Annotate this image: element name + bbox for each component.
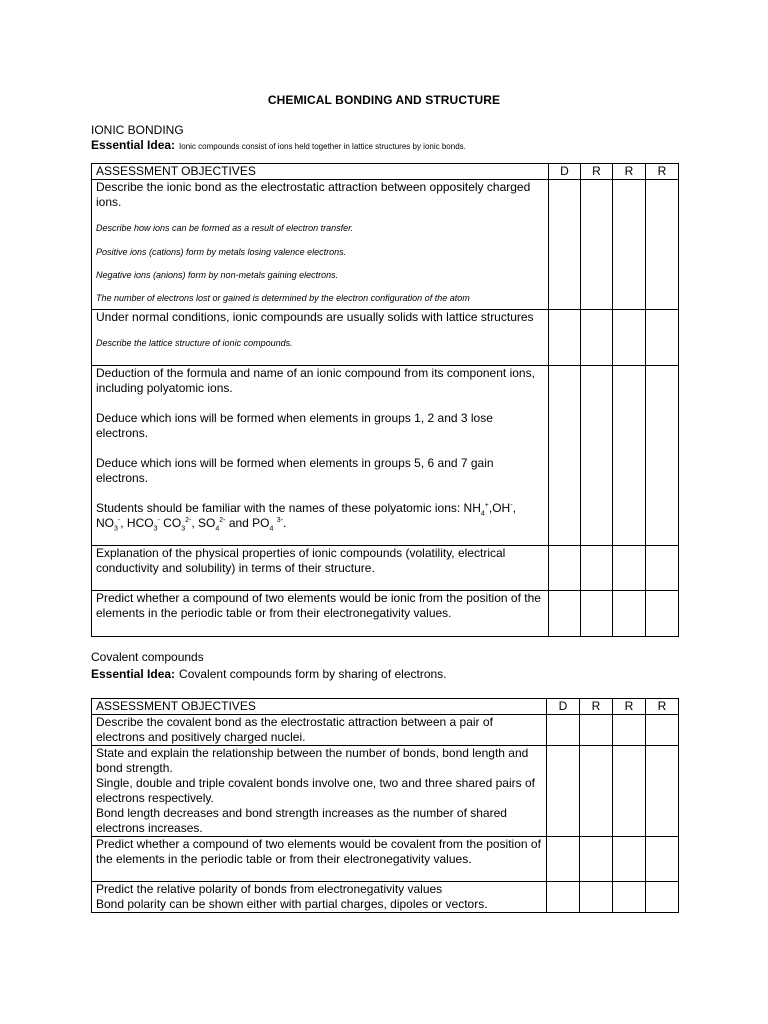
covalent-objectives-table [91,698,679,913]
objective-main: Describe the covalent bond as the electrostatic attraction between a pair of electrons and positively charged nuclei. [96,715,493,744]
text-span: ,OH [488,501,511,515]
objective-main: Under normal conditions, ionic compounds are usually solids with lattice structures [96,310,534,324]
objective-main: Explanation of the physical properties of ionic compounds (volatility, electrical conductivity and solubility) in terms of their structure. [96,546,506,575]
checkbox-cell-r2[interactable] [613,310,646,366]
essential-idea-text: Covalent compounds form by sharing of electrons. [179,667,447,681]
text-span: , SO [191,516,216,530]
col-header-d: D [549,164,581,180]
objective-cell [92,746,547,837]
objective-main: Deduction of the formula and name of an ionic compound from its component ions, including polyatomic ions. [96,366,535,395]
text-span: , HCO [120,516,154,530]
checkbox-cell-d[interactable] [549,366,581,546]
table-row [92,180,679,310]
objective-cell [92,591,549,637]
checkbox-cell-r2[interactable] [613,546,646,591]
checkbox-cell-r3[interactable] [646,546,679,591]
checkbox-cell-d[interactable] [549,310,581,366]
objective-cell [92,366,549,546]
objective-paragraph: Bond polarity can be shown either with partial charges, dipoles or vectors. [96,897,488,911]
essential-idea-text: Ionic compounds consist of ions held together in lattice structures by ionic bonds. [179,142,466,151]
text-span: and PO [225,516,270,530]
checkbox-cell-r1[interactable] [581,546,613,591]
checkbox-cell-d[interactable] [549,546,581,591]
essential-idea-ionic [91,138,466,152]
col-header-r3: R [646,699,679,715]
text-span: . [283,516,287,530]
objective-main: Predict whether a compound of two elements would be covalent from the position of the elements in the periodic table or from their electronegativity values. [96,837,541,866]
objective-main: Predict the relative polarity of bonds from electronegativity values [96,882,443,896]
table-row [92,746,679,837]
checkbox-cell-d[interactable] [547,837,580,882]
table-header-row [92,699,679,715]
checkbox-cell-r1[interactable] [581,591,613,637]
text-span: Students should be familiar with the names of these polyatomic ions: NH [96,501,481,515]
checkbox-cell-r3[interactable] [646,180,679,310]
table-row [92,882,679,913]
objective-note: Negative ions (anions) form by non-metals gaining electrons. [96,270,339,280]
essential-idea-label: Essential Idea: [91,667,176,681]
checkbox-cell-r3[interactable] [646,366,679,546]
text-span: NO [96,516,114,530]
checkbox-cell-r2[interactable] [613,746,646,837]
checkbox-cell-r3[interactable] [646,310,679,366]
checkbox-cell-r3[interactable] [646,746,679,837]
essential-idea-label: Essential Idea: [91,138,176,152]
section-heading-covalent: Covalent compounds [91,650,204,664]
checkbox-cell-r3[interactable] [646,837,679,882]
checkbox-cell-d[interactable] [547,715,580,746]
section-heading-ionic: IONIC BONDING [91,123,184,137]
table-header-row [92,164,679,180]
table-row [92,715,679,746]
checkbox-cell-r2[interactable] [613,837,646,882]
checkbox-cell-r1[interactable] [580,715,613,746]
checkbox-cell-d[interactable] [549,591,581,637]
objective-cell [92,546,549,591]
col-header-d: D [547,699,580,715]
checkbox-cell-r2[interactable] [613,180,646,310]
objective-note: Describe how ions can be formed as a result of electron transfer. [96,223,354,233]
objective-main: Predict whether a compound of two elements would be ionic from the position of the elements in the periodic table or from their electronegativity values. [96,591,541,620]
checkbox-cell-d[interactable] [547,746,580,837]
table-row [92,591,679,637]
objective-cell [92,715,547,746]
checkbox-cell-r1[interactable] [581,310,613,366]
col-header-r3: R [646,164,679,180]
objective-note: Describe the lattice structure of ionic compounds. [96,338,293,348]
objective-note: Positive ions (cations) form by metals losing valence electrons. [96,247,347,257]
col-header-r2: R [613,699,646,715]
objective-paragraph: Deduce which ions will be formed when elements in groups 5, 6 and 7 gain electrons. [96,456,494,485]
checkbox-cell-r1[interactable] [580,746,613,837]
table-row [92,837,679,882]
objectives-header: ASSESSMENT OBJECTIVES [92,164,549,180]
checkbox-cell-r1[interactable] [580,882,613,913]
page-title: CHEMICAL BONDING AND STRUCTURE [267,93,501,107]
checkbox-cell-r2[interactable] [613,882,646,913]
checkbox-cell-r2[interactable] [613,715,646,746]
objective-cell [92,882,547,913]
table-row [92,310,679,366]
checkbox-cell-d[interactable] [549,180,581,310]
table-row [92,366,679,546]
checkbox-cell-d[interactable] [547,882,580,913]
objective-paragraph: Bond length decreases and bond strength increases as the number of shared electrons increases. [96,806,507,835]
checkbox-cell-r3[interactable] [646,715,679,746]
objective-main: Describe the ionic bond as the electrostatic attraction between oppositely charged ions. [96,180,531,209]
polyatomic-ions-paragraph: Students should be familiar with the names of these polyatomic ions: $NH_4^+,OH^-$, $NO_3^-$, $HCO_3^-$ $CO_3^{2-}$, $SO_4^{2-}$ and $PO_4$ $^{3-}$. [96,501,516,533]
col-header-r2: R [613,164,646,180]
checkbox-cell-r3[interactable] [646,882,679,913]
objective-main: State and explain the relationship between the number of bonds, bond length and bond strength. [96,746,529,775]
text-span: CO [159,516,182,530]
objective-cell [92,837,547,882]
essential-idea-covalent [91,667,447,681]
objective-cell [92,310,549,366]
objective-paragraph: Deduce which ions will be formed when elements in groups 1, 2 and 3 lose electrons. [96,411,493,440]
objective-cell [92,180,549,310]
col-header-r1: R [580,699,613,715]
col-header-r1: R [581,164,613,180]
checkbox-cell-r2[interactable] [613,591,646,637]
checkbox-cell-r3[interactable] [646,591,679,637]
checkbox-cell-r1[interactable] [581,366,613,546]
objectives-header: ASSESSMENT OBJECTIVES [92,699,547,715]
checkbox-cell-r1[interactable] [581,180,613,310]
objective-note: The number of electrons lost or gained is determined by the electron configuration of the atom [96,293,470,303]
ionic-objectives-table [91,163,679,637]
checkbox-cell-r1[interactable] [580,837,613,882]
objective-paragraph: Single, double and triple covalent bonds involve one, two and three shared pairs of electrons respectively. [96,776,535,805]
table-row [92,546,679,591]
checkbox-cell-r2[interactable] [613,366,646,546]
